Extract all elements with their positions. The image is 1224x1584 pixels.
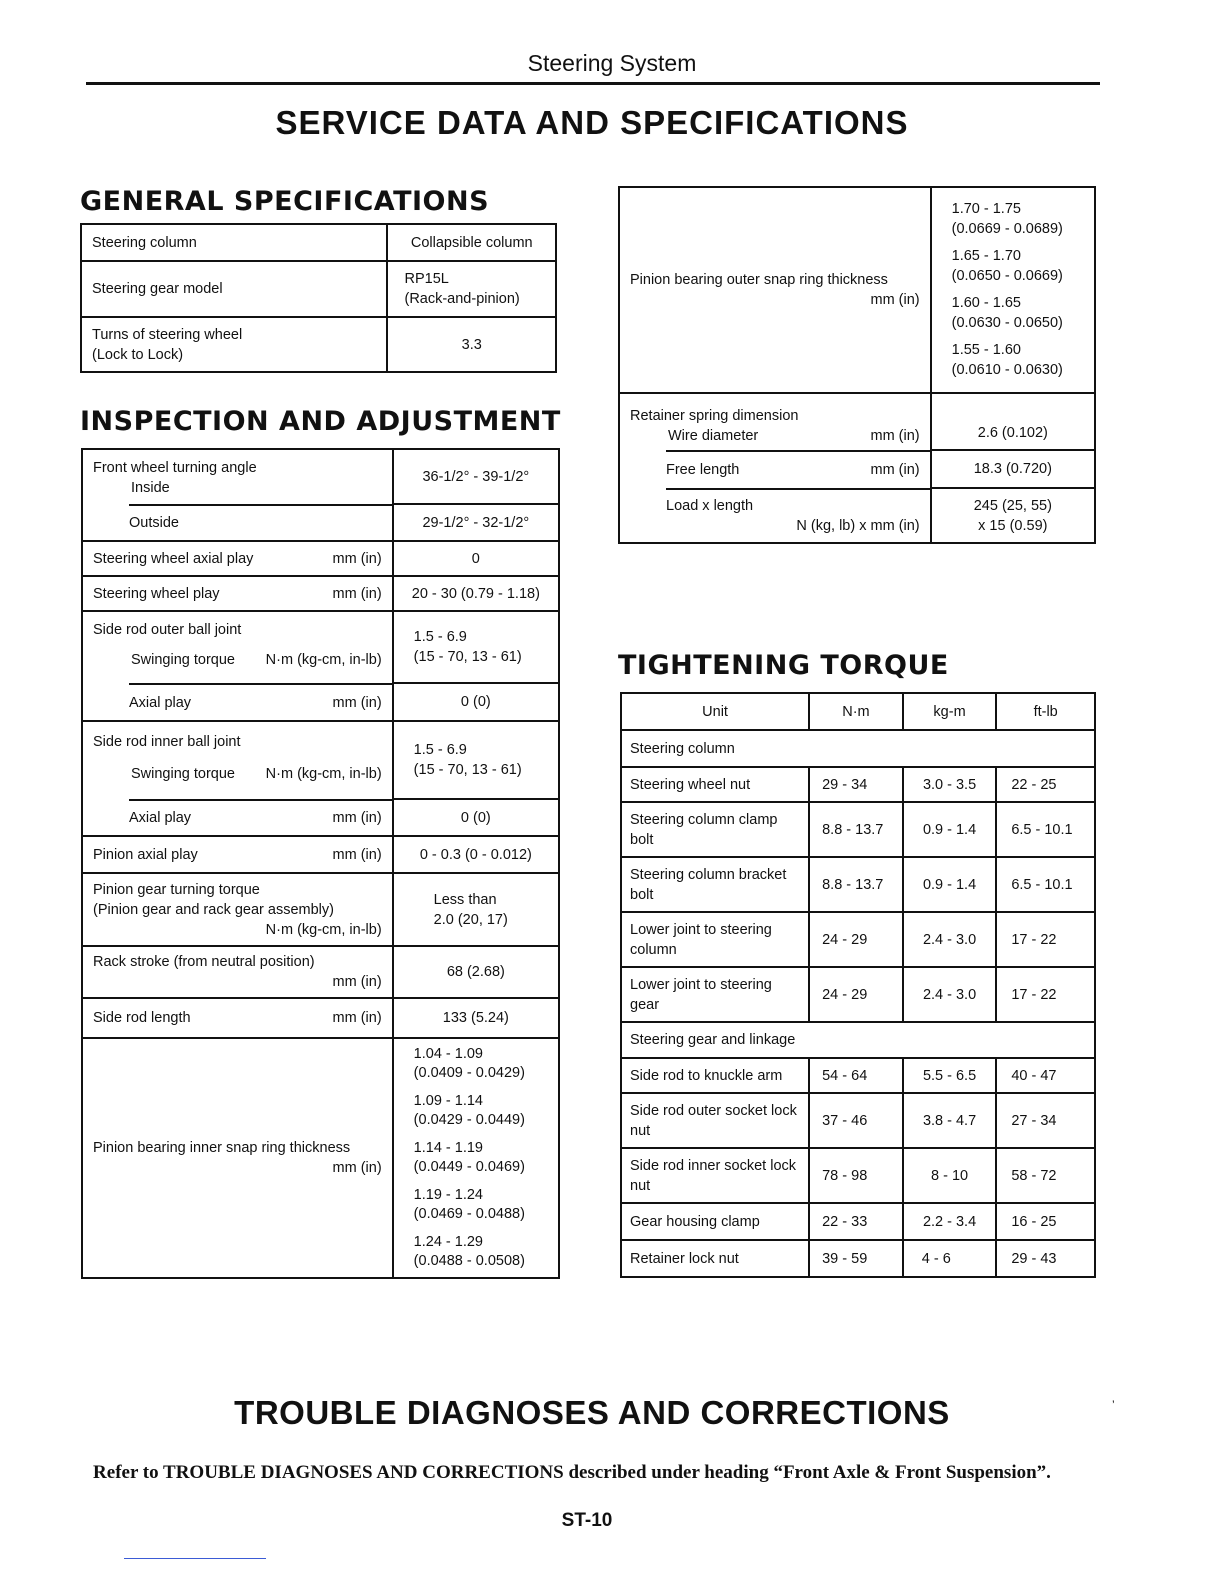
stray-mark: ’ [1112,1398,1115,1412]
snap-ring-value-in: (0.0488 - 0.0508) [413,1253,525,1269]
snap-ring-value-in: (0.0669 - 0.0689) [951,220,1063,237]
spec-label: Turns of steering wheel [92,326,243,343]
spec-value: 2.6 (0.102) [931,393,1095,450]
table-row [621,767,1095,802]
table-row [82,576,559,611]
group-label: Steering column [621,730,1095,767]
spec-value: 18.3 (0.720) [931,450,1095,488]
spec-value: 2.0 (20, 17) [433,911,508,928]
spec-label: Pinion bearing outer snap ring thickness [630,272,888,288]
torque-ftlb: 6.5 - 10.1 [996,857,1095,912]
spec-sublabel: Wire diameter [668,428,759,444]
table-row [621,857,1095,912]
spec-value: 29-1/2° - 32-1/2° [393,504,559,541]
group-row [621,730,1095,767]
snap-ring-value: 1.04 - 1.09 [413,1045,483,1062]
torque-ftlb: 6.5 - 10.1 [996,802,1095,857]
spec-unit: mm (in) [332,550,382,567]
spec-value: 133 (5.24) [393,998,559,1038]
spec-sublabel: Load x length [666,498,754,514]
snap-ring-value: 1.70 - 1.75 [951,201,1021,217]
spec-value: (15 - 70, 13 - 61) [413,762,522,778]
spec-value: 0 - 0.3 (0 - 0.012) [393,836,559,873]
spec-value: 1.5 - 6.9 [413,742,467,758]
torque-kgm: 0.9 - 1.4 [903,802,997,857]
spec-unit: mm (in) [332,1160,382,1176]
column-header: N·m [809,693,903,730]
snap-ring-value: 1.55 - 1.60 [951,342,1021,358]
table-row [82,1038,559,1278]
table-row [82,946,559,998]
spec-value: 20 - 30 (0.79 - 1.18) [393,576,559,611]
spec-value: 0 (0) [393,799,559,836]
table-row [82,683,559,721]
snap-ring-value: 1.60 - 1.65 [951,295,1021,311]
column-header: ft-lb [996,693,1095,730]
table-row [621,1240,1095,1277]
torque-ftlb: 29 - 43 [996,1240,1095,1277]
table-row [81,261,556,317]
trouble-heading: TROUBLE DIAGNOSES AND CORRECTIONS [234,1394,950,1431]
spec-unit: mm (in) [332,1010,382,1026]
spec-unit: N·m (kg-cm, in-lb) [265,766,382,782]
torque-kgm: 5.5 - 6.5 [903,1058,997,1093]
torque-kgm: 3.0 - 3.5 [903,767,997,802]
spec-unit: N (kg, lb) x mm (in) [796,518,920,534]
spec-sublabel: Axial play [129,694,192,711]
torque-nm: 24 - 29 [809,967,903,1022]
table-row [621,1058,1095,1093]
spec-sublabel: Free length [666,462,740,478]
running-header: Steering System [527,50,697,76]
general-specifications-table [80,223,557,373]
spec-label: Side rod outer ball joint [93,622,242,638]
spec-label: Front wheel turning angle [93,460,257,476]
group-row [621,1022,1095,1058]
torque-nm: 78 - 98 [809,1148,903,1203]
snap-ring-value: 1.14 - 1.19 [413,1139,483,1156]
spec-value: 3.3 [387,317,556,372]
table-row [82,611,559,683]
spec-unit: mm (in) [332,974,382,990]
snap-ring-value-in: (0.0610 - 0.0630) [951,361,1063,378]
snap-ring-value-in: (0.0409 - 0.0429) [413,1065,525,1081]
snap-ring-value-in: (0.0650 - 0.0669) [951,267,1063,284]
spec-label: Steering column [81,224,387,261]
table-row [621,802,1095,857]
spec-sublabel: Swinging torque [131,652,235,668]
torque-unit: Retainer lock nut [621,1240,809,1277]
torque-ftlb: 27 - 34 [996,1093,1095,1148]
table-row [82,873,559,946]
spec-label: Steering wheel axial play [93,550,254,567]
spec-value: 0 [393,541,559,576]
group-label: Steering gear and linkage [621,1022,1095,1058]
footer-rule [124,1558,266,1559]
table-row [82,449,559,504]
spec-label: Rack stroke (from neutral position) [93,954,315,970]
torque-kgm: 4 - 6 [903,1240,997,1277]
snap-ring-value: 1.65 - 1.70 [951,248,1021,264]
torque-kgm: 2.4 - 3.0 [903,967,997,1022]
column-header: Unit [621,693,809,730]
spec-sublabel: Axial play [129,810,192,826]
spec-unit: mm (in) [870,292,920,308]
spec-label: Pinion axial play [93,846,198,863]
torque-kgm: 8 - 10 [903,1148,997,1203]
torque-unit: Lower joint to steering column [621,912,809,967]
spec-label: Pinion gear turning torque [93,881,260,898]
spec-value: 1.5 - 6.9 [413,629,467,645]
torque-nm: 54 - 64 [809,1058,903,1093]
spec-label: (Pinion gear and rack gear assembly) [93,901,334,918]
torque-ftlb: 22 - 25 [996,767,1095,802]
table-row [621,1093,1095,1148]
table-header-row [621,693,1095,730]
table-row [82,836,559,873]
general-specifications-heading: GENERAL SPECIFICATIONS [80,186,490,217]
torque-nm: 37 - 46 [809,1093,903,1148]
inspection-adjustment-table [81,448,560,1279]
spec-sublabel: Inside [131,480,170,496]
torque-kgm: 3.8 - 4.7 [903,1093,997,1148]
page-number: ST-10 [561,1510,613,1531]
table-row [619,450,1095,488]
spec-label: (Lock to Lock) [92,346,184,363]
spec-value: 68 (2.68) [393,946,559,998]
snap-ring-retainer-table [618,186,1096,544]
torque-ftlb: 17 - 22 [996,967,1095,1022]
spec-label: Side rod inner ball joint [93,734,241,750]
table-row [82,998,559,1038]
spec-value: Less than [433,891,497,908]
table-row [81,224,556,261]
table-row [621,912,1095,967]
torque-ftlb: 40 - 47 [996,1058,1095,1093]
torque-nm: 8.8 - 13.7 [809,802,903,857]
spec-unit: mm (in) [332,585,382,602]
spec-value: (Rack-and-pinion) [404,291,520,307]
spec-unit: mm (in) [870,428,920,444]
table-row [619,393,1095,450]
snap-ring-value-in: (0.0449 - 0.0469) [413,1159,525,1175]
torque-nm: 22 - 33 [809,1203,903,1240]
torque-unit: Side rod outer socket lock nut [621,1093,809,1148]
table-row [82,799,559,836]
spec-value: 245 (25, 55) [973,497,1052,514]
spec-value: 0 (0) [393,683,559,721]
spec-sublabel: Swinging torque [131,766,235,782]
torque-kgm: 0.9 - 1.4 [903,857,997,912]
spec-unit: mm (in) [332,846,382,863]
table-row [619,488,1095,543]
spec-sublabel: Outside [129,504,392,540]
spec-unit: N·m (kg-cm, in-lb) [265,921,382,938]
torque-nm: 24 - 29 [809,912,903,967]
snap-ring-value: 1.19 - 1.24 [413,1186,483,1203]
torque-unit: Steering column bracket bolt [621,857,809,912]
spec-unit: mm (in) [332,694,382,711]
table-row [619,187,1095,393]
spec-label: Steering gear model [81,261,387,317]
spec-value: x 15 (0.59) [978,517,1048,534]
page-title: SERVICE DATA AND SPECIFICATIONS [275,104,909,141]
torque-unit: Steering wheel nut [621,767,809,802]
table-row [82,541,559,576]
tightening-torque-table [620,692,1096,1278]
column-header: kg-m [903,693,997,730]
torque-kgm: 2.4 - 3.0 [903,912,997,967]
snap-ring-value-in: (0.0469 - 0.0488) [413,1206,525,1222]
table-row [82,504,559,541]
torque-ftlb: 17 - 22 [996,912,1095,967]
spec-label: Pinion bearing inner snap ring thickness [93,1140,351,1156]
torque-unit: Steering column clamp bolt [621,802,809,857]
spec-unit: mm (in) [332,810,382,826]
torque-nm: 39 - 59 [809,1240,903,1277]
spec-value: (15 - 70, 13 - 61) [413,649,522,665]
tightening-torque-heading: TIGHTENING TORQUE [618,650,949,681]
spec-unit: mm (in) [870,462,920,478]
spec-unit: N·m (kg-cm, in-lb) [265,652,382,668]
spec-label: Retainer spring dimension [630,408,799,424]
torque-ftlb: 58 - 72 [996,1148,1095,1203]
snap-ring-value-in: (0.0630 - 0.0650) [951,314,1063,331]
snap-ring-value: 1.24 - 1.29 [413,1233,483,1250]
table-row [82,721,559,799]
spec-value: RP15L [404,271,449,287]
table-row [81,317,556,372]
torque-unit: Lower joint to steering gear [621,967,809,1022]
torque-unit: Side rod inner socket lock nut [621,1148,809,1203]
torque-nm: 29 - 34 [809,767,903,802]
torque-unit: Gear housing clamp [621,1203,809,1240]
spec-label: Side rod length [93,1010,191,1026]
table-row [621,967,1095,1022]
torque-unit: Side rod to knuckle arm [621,1058,809,1093]
spec-label: Steering wheel play [93,585,220,602]
table-row [621,1203,1095,1240]
trouble-reference-text: Refer to TROUBLE DIAGNOSES AND CORRECTIONS described under heading “Front Axle & Front Suspension”. [93,1462,1051,1483]
spec-value: Collapsible column [387,224,556,261]
torque-nm: 8.8 - 13.7 [809,857,903,912]
table-row [621,1148,1095,1203]
snap-ring-value: 1.09 - 1.14 [413,1092,483,1109]
spec-value: 36-1/2° - 39-1/2° [393,449,559,504]
snap-ring-value-in: (0.0429 - 0.0449) [413,1112,525,1128]
inspection-adjustment-heading: INSPECTION AND ADJUSTMENT [80,406,561,437]
torque-kgm: 2.2 - 3.4 [903,1203,997,1240]
header-rule [86,82,1100,85]
torque-ftlb: 16 - 25 [996,1203,1095,1240]
